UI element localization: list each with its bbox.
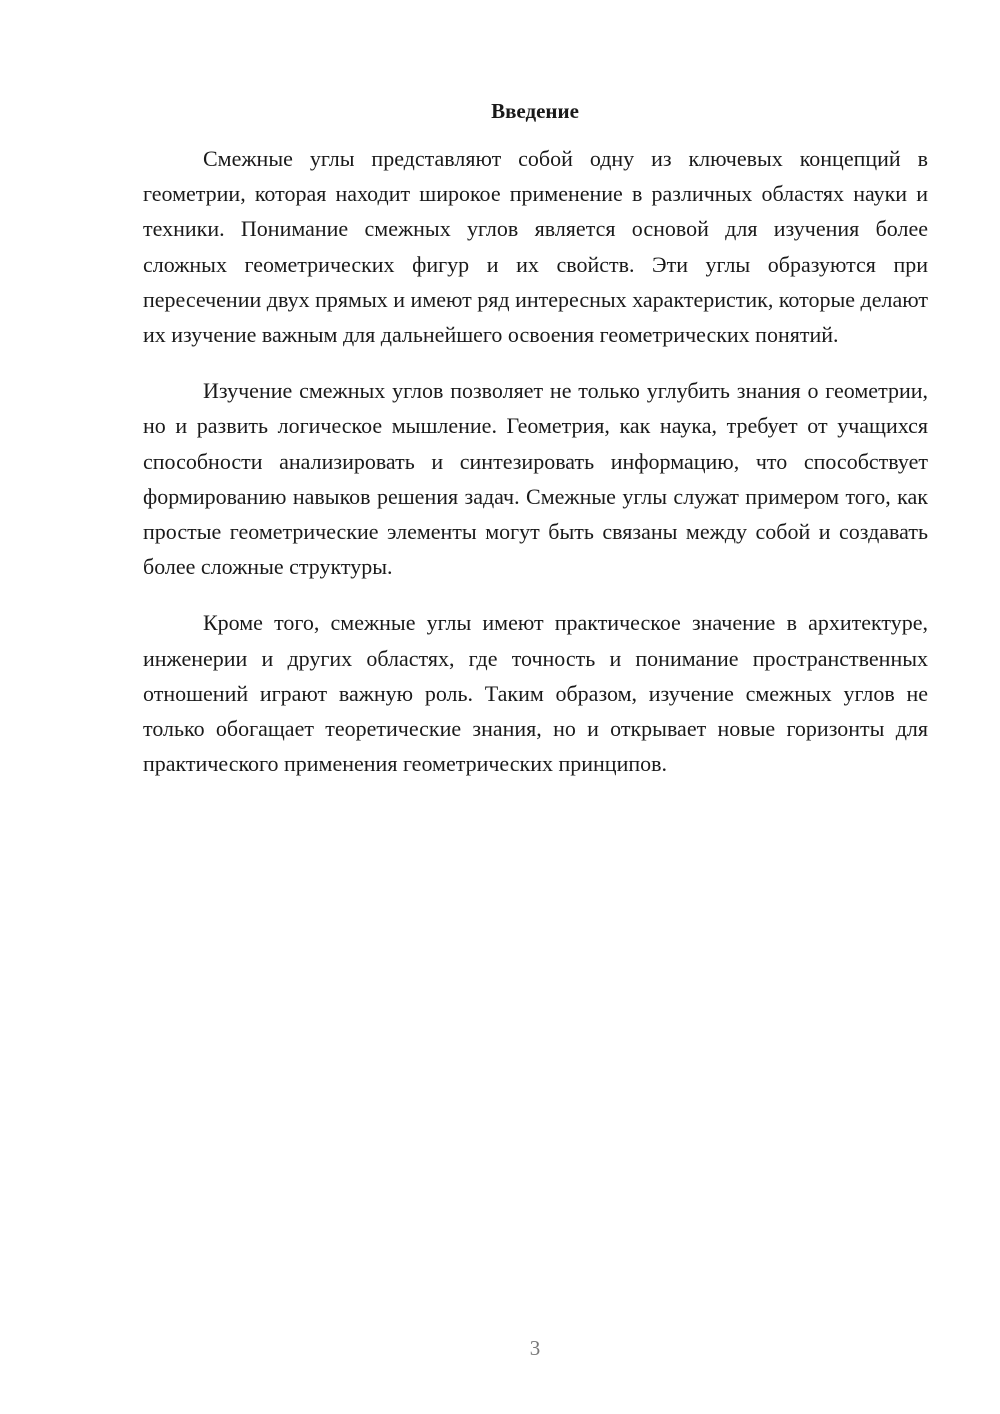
body-text: [143, 141, 928, 802]
page-title: Введение: [491, 99, 579, 123]
page-number: 3: [529, 1336, 541, 1360]
paragraph-3: Кроме того, смежные углы имеют практическое значение в архитектуре, инженерии и других областях, где точность и понимание пространственных отношений играют важную роль. Таким образом, изучение смежных углов не только обогащает теоретические знания, но и открывает новые горизонты для практического применения геометрических принципов.: [143, 610, 928, 777]
paragraph-2: Изучение смежных углов позволяет не только углубить знания о геометрии, но и развить логическое мышление. Геометрия, как наука, требует от учащихся способности анализировать и синтезировать информацию, что способствует формированию навыков решения задач. Смежные углы служат примером того, как простые геометрические элементы могут быть связаны между собой и создавать более сложные структуры.: [143, 378, 928, 580]
paragraph-1: Смежные углы представляют собой одну из ключевых концепций в геометрии, которая находит широкое применение в различных областях науки и техники. Понимание смежных углов является основой для изучения более сложных геометрических фигур и их свойств. Эти углы образуются при пересечении двух прямых и имеют ряд интересных характеристик, которые делают их изучение важным для дальнейшего освоения геометрических понятий.: [143, 146, 928, 348]
